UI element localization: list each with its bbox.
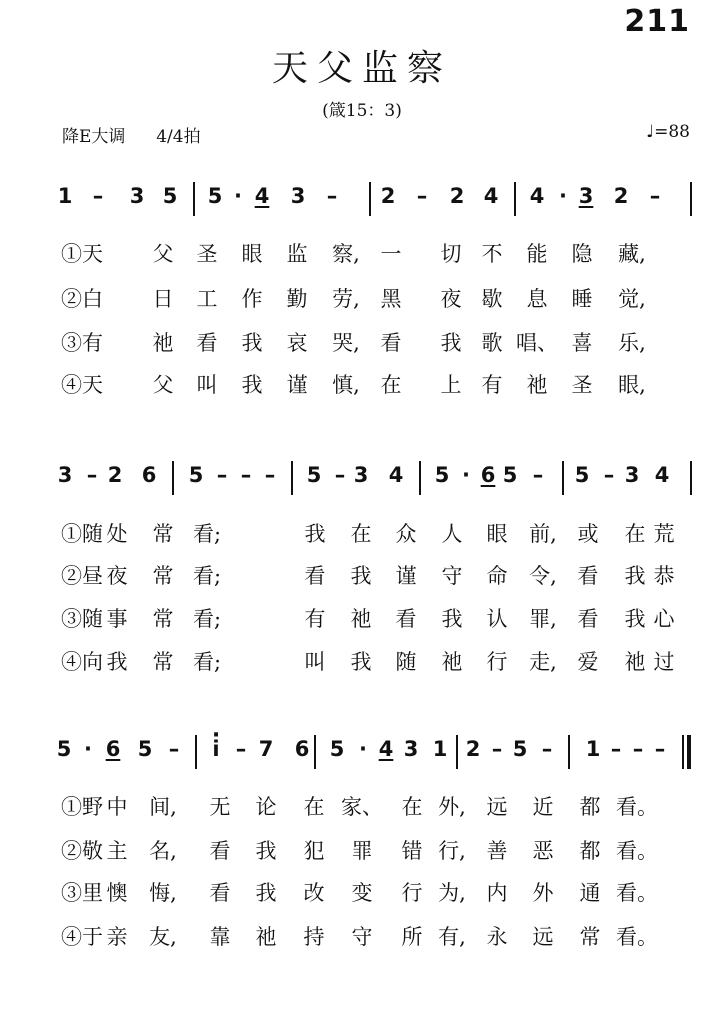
lyric-s3-v4-10: 永 — [486, 925, 508, 949]
barline-s3-5 — [682, 735, 684, 769]
lyric-s2-v2-2: 夜 — [106, 564, 128, 588]
barline-s2-3 — [419, 461, 421, 495]
note-s3-9: 6 — [294, 737, 310, 761]
barline-s1-3 — [514, 182, 516, 216]
barline-s3-2 — [314, 735, 316, 769]
key-signature: 降E大调 — [62, 127, 126, 147]
lyric-s3-v4-7: 守 — [351, 925, 373, 949]
note-s3-5: – — [168, 737, 180, 761]
lyric-s3-v1-2: 中 — [106, 795, 128, 819]
lyric-s1-v4-5: 谨 — [286, 373, 308, 397]
lyric-s3-v1-9: 外, — [438, 795, 466, 819]
lyric-s1-v3-10: 唱、 — [516, 331, 558, 355]
note-s2-13: 5 — [434, 463, 450, 487]
lyric-s2-v1-8: 人 — [441, 522, 463, 546]
lyric-s2-v3-10: 罪, — [529, 607, 557, 631]
note-s3-17: 5 — [512, 737, 528, 761]
lyric-s2-v2-3: 常 — [152, 564, 174, 588]
lyric-s3-v3-7: 变 — [351, 881, 373, 905]
note-s2-21: 4 — [654, 463, 670, 487]
lyric-s3-v3-12: 通 — [579, 881, 601, 905]
lyric-s1-v4-3: 叫 — [196, 373, 218, 397]
lyric-s2-v1-5: 我 — [304, 522, 326, 546]
lyric-s3-v2-1: ②敬 — [61, 839, 103, 863]
note-s2-17: – — [532, 463, 544, 487]
note-s2-15: 6 — [480, 463, 496, 487]
lyric-s3-v4-3: 友, — [149, 925, 177, 949]
note-s1-17: 2 — [613, 184, 629, 208]
hymn-title: 天父监察 — [271, 48, 452, 89]
lyric-s2-v4-12: 祂 — [624, 650, 646, 674]
page-number: 211 — [624, 4, 690, 39]
note-s2-16: 5 — [502, 463, 518, 487]
note-s3-8: 7 — [258, 737, 274, 761]
lyric-s3-v2-2: 主 — [106, 839, 128, 863]
lyric-s2-v2-5: 看 — [304, 564, 326, 588]
lyric-s2-v3-3: 常 — [152, 607, 174, 631]
lyric-s3-v3-5: 我 — [255, 881, 277, 905]
lyric-s2-v1-7: 众 — [395, 522, 417, 546]
barline-s2-4 — [562, 461, 564, 495]
note-s2-10: – — [334, 463, 346, 487]
note-s3-2: · — [84, 737, 92, 761]
lyric-s2-v1-11: 或 — [577, 522, 599, 546]
lyric-s1-v3-9: 歌 — [481, 331, 503, 355]
lyric-s2-v2-7: 谨 — [395, 564, 417, 588]
note-s1-12: 2 — [449, 184, 465, 208]
lyric-s3-v3-11: 外 — [532, 881, 554, 905]
lyric-s2-v1-12: 在 — [624, 522, 646, 546]
lyric-s1-v2-1: ②白 — [61, 287, 103, 311]
lyric-s3-v1-10: 远 — [486, 795, 508, 819]
lyric-s3-v2-5: 我 — [255, 839, 277, 863]
note-s3-11: · — [359, 737, 367, 761]
lyric-s3-v3-8: 行 — [401, 881, 423, 905]
lyric-s1-v1-8: 切 — [440, 242, 462, 266]
lyric-s3-v3-10: 内 — [486, 881, 508, 905]
note-s1-1: 1 — [57, 184, 73, 208]
lyric-s2-v4-5: 叫 — [304, 650, 326, 674]
note-s3-19: 1 — [585, 737, 601, 761]
lyric-s3-v1-6: 在 — [303, 795, 325, 819]
note-s1-15: · — [559, 184, 567, 208]
lyric-s1-v4-6: 慎, — [332, 373, 360, 397]
lyric-s3-v4-9: 有, — [438, 925, 466, 949]
note-s2-9: 5 — [306, 463, 322, 487]
lyric-s3-v3-3: 悔, — [149, 881, 177, 905]
note-s1-5: 5 — [207, 184, 223, 208]
lyric-s3-v4-1: ④于 — [61, 925, 103, 949]
note-s2-12: 4 — [388, 463, 404, 487]
note-s2-19: – — [603, 463, 615, 487]
lyric-s1-v2-3: 工 — [196, 287, 218, 311]
lyric-s2-v2-11: 看 — [577, 564, 599, 588]
lyric-s2-v4-10: 走, — [529, 650, 557, 674]
note-s3-14: 1 — [432, 737, 448, 761]
note-s2-18: 5 — [574, 463, 590, 487]
lyric-s2-v3-8: 我 — [441, 607, 463, 631]
lyric-s2-v1-6: 在 — [350, 522, 372, 546]
lyric-s3-v3-1: ③里 — [61, 881, 103, 905]
note-s2-14: · — [462, 463, 470, 487]
note-s2-2: – — [86, 463, 98, 487]
lyric-s1-v1-4: 眼 — [241, 242, 263, 266]
lyric-s1-v3-12: 乐, — [618, 331, 646, 355]
lyric-s1-v1-6: 察, — [332, 242, 360, 266]
barline-s2-2 — [291, 461, 293, 495]
lyric-s1-v2-4: 作 — [241, 287, 263, 311]
lyric-s2-v3-13: 心 — [653, 607, 675, 631]
barline-s1-1 — [193, 182, 195, 216]
lyric-s3-v4-12: 常 — [579, 925, 601, 949]
note-s3-22: – — [654, 737, 666, 761]
lyric-s3-v1-12: 都 — [579, 795, 601, 819]
lyric-s3-v1-5: 论 — [255, 795, 277, 819]
lyric-s2-v3-9: 认 — [486, 607, 508, 631]
lyric-s1-v2-11: 睡 — [571, 287, 593, 311]
lyric-s1-v3-3: 看 — [196, 331, 218, 355]
note-s2-8: – — [264, 463, 276, 487]
lyric-s1-v2-10: 息 — [526, 287, 548, 311]
lyric-s3-v2-13: 看。 — [616, 839, 658, 863]
lyric-s2-v4-13: 过 — [653, 650, 675, 674]
barline-s2-1 — [172, 461, 174, 495]
lyric-s2-v3-11: 看 — [577, 607, 599, 631]
note-s3-1: 5 — [56, 737, 72, 761]
lyric-s1-v1-12: 藏, — [618, 242, 646, 266]
lyric-s2-v1-4: 看; — [192, 522, 222, 546]
barline-s2-5 — [690, 461, 692, 495]
barline-s3-4 — [568, 735, 570, 769]
note-s3-15: 2 — [465, 737, 481, 761]
lyric-s1-v4-2: 父 — [152, 373, 174, 397]
lyric-s2-v1-3: 常 — [152, 522, 174, 546]
lyric-s3-v2-3: 名, — [149, 839, 177, 863]
lyric-s2-v1-2: 处 — [106, 522, 128, 546]
note-s2-4: 6 — [141, 463, 157, 487]
lyric-s1-v2-6: 劳, — [332, 287, 360, 311]
note-s3-13: 3 — [403, 737, 419, 761]
note-s3-20: – — [610, 737, 622, 761]
lyric-s1-v3-8: 我 — [440, 331, 462, 355]
lyric-s1-v1-3: 圣 — [196, 242, 218, 266]
lyric-s1-v4-10: 祂 — [526, 373, 548, 397]
lyric-s3-v2-4: 看 — [209, 839, 231, 863]
note-s3-4: 5 — [137, 737, 153, 761]
lyric-s3-v4-4: 靠 — [209, 925, 231, 949]
lyric-s3-v2-10: 善 — [486, 839, 508, 863]
tempo-marking: ♩=88 — [646, 122, 690, 142]
lyric-s1-v2-2: 日 — [152, 287, 174, 311]
lyric-s1-v2-9: 歇 — [481, 287, 503, 311]
note-s2-1: 3 — [57, 463, 73, 487]
lyric-s3-v2-6: 犯 — [303, 839, 325, 863]
lyric-s3-v1-4: 无 — [209, 795, 231, 819]
lyric-s1-v1-11: 隐 — [571, 242, 593, 266]
lyric-s1-v3-7: 看 — [380, 331, 402, 355]
lyric-s2-v2-1: ②昼 — [61, 564, 103, 588]
lyric-s2-v4-2: 我 — [106, 650, 128, 674]
lyric-s1-v2-8: 夜 — [440, 287, 462, 311]
lyric-s2-v4-6: 我 — [350, 650, 372, 674]
lyric-s3-v1-8: 在 — [401, 795, 423, 819]
lyric-s1-v1-10: 能 — [526, 242, 548, 266]
lyric-s1-v3-6: 哭, — [332, 331, 360, 355]
lyric-s2-v3-6: 祂 — [350, 607, 372, 631]
lyric-s2-v2-8: 守 — [441, 564, 463, 588]
note-s2-6: – — [216, 463, 228, 487]
lyric-s3-v3-2: 懊 — [106, 881, 128, 905]
lyric-s3-v4-6: 持 — [303, 925, 325, 949]
lyric-s2-v2-12: 我 — [624, 564, 646, 588]
lyric-s3-v2-11: 恶 — [532, 839, 554, 863]
lyric-s1-v3-4: 我 — [241, 331, 263, 355]
lyric-s2-v3-1: ③随 — [61, 607, 103, 631]
lyric-s2-v2-13: 恭 — [653, 564, 675, 588]
lyric-s2-v4-7: 随 — [395, 650, 417, 674]
lyric-s3-v4-11: 远 — [532, 925, 554, 949]
lyric-s2-v1-9: 眼 — [486, 522, 508, 546]
lyric-s3-v3-4: 看 — [209, 881, 231, 905]
note-s1-13: 4 — [483, 184, 499, 208]
note-s1-2: – — [92, 184, 104, 208]
lyric-s3-v4-13: 看。 — [616, 925, 658, 949]
lyric-s1-v3-1: ③有 — [61, 331, 103, 355]
lyric-s1-v3-5: 哀 — [286, 331, 308, 355]
note-s2-11: 3 — [353, 463, 369, 487]
lyric-s3-v2-12: 都 — [579, 839, 601, 863]
barline-s1-4 — [690, 182, 692, 216]
lyric-s1-v4-4: 我 — [241, 373, 263, 397]
barline-s1-2 — [369, 182, 371, 216]
lyric-s3-v1-13: 看。 — [616, 795, 658, 819]
lyric-s1-v2-12: 觉, — [618, 287, 646, 311]
lyric-s2-v4-4: 看; — [192, 650, 222, 674]
note-s1-8: 3 — [290, 184, 306, 208]
lyric-s1-v1-2: 父 — [152, 242, 174, 266]
lyric-s1-v3-2: 祂 — [152, 331, 174, 355]
lyric-s3-v1-1: ①野 — [61, 795, 103, 819]
note-s1-3: 3 — [129, 184, 145, 208]
barline-s3-1 — [195, 735, 197, 769]
lyric-s1-v4-1: ④天 — [61, 373, 103, 397]
lyric-s3-v1-11: 近 — [532, 795, 554, 819]
final-barline-s3 — [687, 735, 691, 769]
lyric-s2-v3-5: 有 — [304, 607, 326, 631]
lyric-s3-v4-5: 祂 — [255, 925, 277, 949]
lyric-s1-v1-5: 监 — [286, 242, 308, 266]
lyric-s1-v1-1: ①天 — [61, 242, 103, 266]
lyric-s2-v2-4: 看; — [192, 564, 222, 588]
lyric-s1-v2-7: 黑 — [380, 287, 402, 311]
lyric-s3-v4-8: 所 — [401, 925, 423, 949]
note-s1-16: 3 — [578, 184, 594, 208]
note-s1-7: 4 — [254, 184, 270, 208]
scripture-reference: (箴15：3) — [322, 101, 402, 121]
lyric-s2-v4-11: 爱 — [577, 650, 599, 674]
lyric-s1-v4-9: 有 — [481, 373, 503, 397]
lyric-s1-v3-11: 喜 — [571, 331, 593, 355]
note-s3-21: – — [632, 737, 644, 761]
note-s3-16: – — [491, 737, 503, 761]
lyric-s2-v4-3: 常 — [152, 650, 174, 674]
lyric-s3-v3-13: 看。 — [616, 881, 658, 905]
lyric-s1-v1-9: 不 — [481, 242, 503, 266]
lyric-s2-v1-1: ①随 — [61, 522, 103, 546]
time-signature: 4/4拍 — [156, 127, 201, 147]
note-s3-12: 4 — [378, 737, 394, 761]
note-s1-18: – — [649, 184, 661, 208]
note-s3-7: – — [235, 737, 247, 761]
lyric-s3-v1-3: 间, — [149, 795, 177, 819]
lyric-s3-v2-8: 错 — [401, 839, 423, 863]
lyric-s1-v4-12: 眼, — [618, 373, 646, 397]
lyric-s1-v4-11: 圣 — [571, 373, 593, 397]
lyric-s3-v2-9: 行, — [438, 839, 466, 863]
note-s3-3: 6 — [105, 737, 121, 761]
note-s2-7: – — [240, 463, 252, 487]
note-s1-9: – — [326, 184, 338, 208]
note-s1-4: 5 — [162, 184, 178, 208]
note-s2-3: 2 — [107, 463, 123, 487]
lyric-s2-v3-4: 看; — [192, 607, 222, 631]
lyric-s3-v1-7: 家、 — [341, 795, 383, 819]
note-s3-18: – — [541, 737, 553, 761]
lyric-s2-v2-10: 令, — [529, 564, 557, 588]
lyric-s3-v2-7: 罪 — [351, 839, 373, 863]
lyric-s2-v4-8: 祂 — [441, 650, 463, 674]
lyric-s2-v1-10: 前, — [529, 522, 557, 546]
barline-s3-3 — [456, 735, 458, 769]
lyric-s3-v3-9: 为, — [438, 881, 466, 905]
note-s1-14: 4 — [529, 184, 545, 208]
lyric-s1-v1-7: 一 — [380, 242, 402, 266]
note-s2-20: 3 — [624, 463, 640, 487]
lyric-s2-v3-7: 看 — [395, 607, 417, 631]
lyric-s1-v2-5: 勤 — [286, 287, 308, 311]
lyric-s2-v1-13: 荒 — [653, 522, 675, 546]
key-and-time — [62, 122, 201, 147]
lyric-s1-v4-8: 上 — [440, 373, 462, 397]
lyric-s2-v4-1: ④向 — [61, 650, 103, 674]
note-s3-10: 5 — [329, 737, 345, 761]
lyric-s2-v2-9: 命 — [486, 564, 508, 588]
lyric-s3-v3-6: 改 — [303, 881, 325, 905]
lyric-s2-v4-9: 行 — [486, 650, 508, 674]
lyric-s1-v4-7: 在 — [380, 373, 402, 397]
note-s1-10: 2 — [380, 184, 396, 208]
lyric-s2-v3-12: 我 — [624, 607, 646, 631]
lyric-s2-v3-2: 事 — [106, 607, 128, 631]
lyric-s3-v4-2: 亲 — [106, 925, 128, 949]
note-s1-11: – — [416, 184, 428, 208]
note-s3-6: · i — [212, 737, 219, 761]
lyric-s2-v2-6: 我 — [350, 564, 372, 588]
note-s2-5: 5 — [188, 463, 204, 487]
note-s1-6: · — [234, 184, 242, 208]
